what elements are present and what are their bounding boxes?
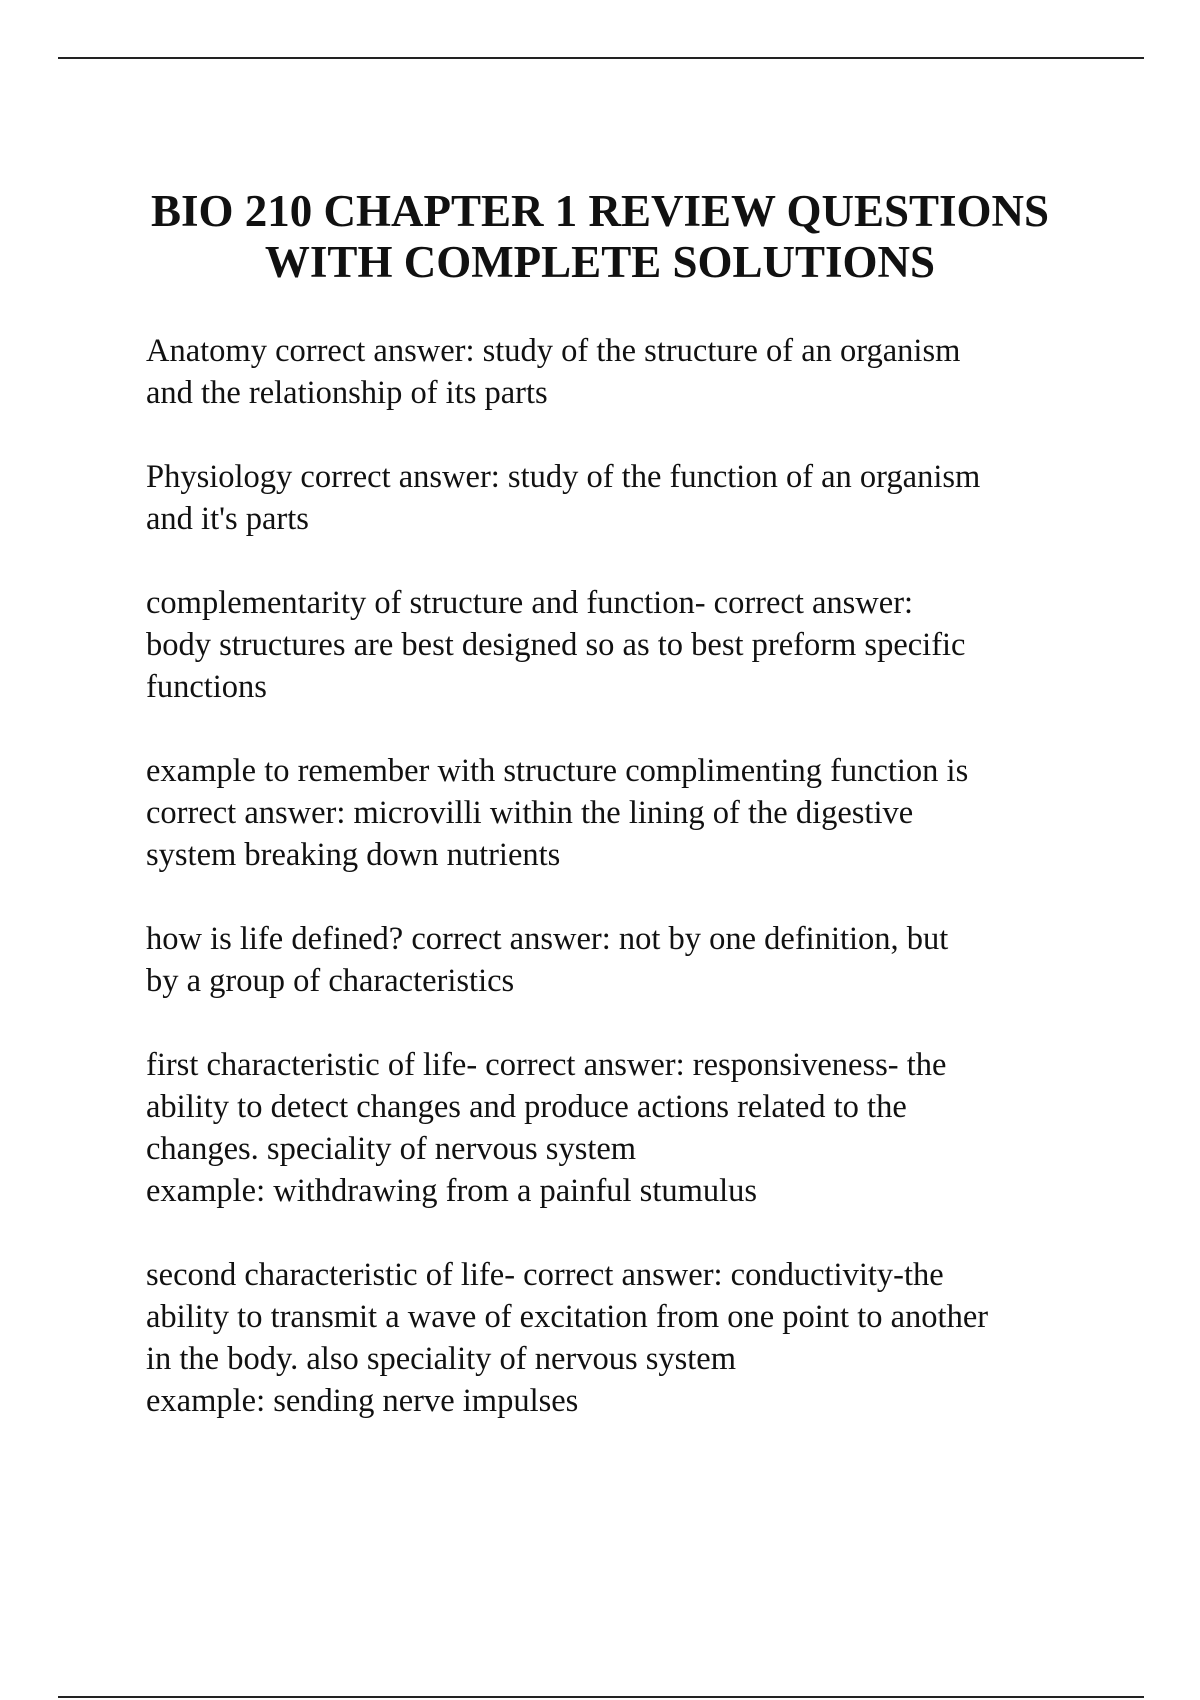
entry-line: example to remember with structure complimenting function is (146, 753, 969, 789)
entry-line: and the relationship of its parts (146, 375, 548, 411)
entry-line: by a group of characteristics (146, 963, 515, 999)
entry-line: system breaking down nutrients (146, 837, 561, 873)
qa-list (146, 330, 1106, 1464)
entry-line: ability to detect changes and produce actions related to the (146, 1089, 907, 1125)
title-line-1: BIO 210 CHAPTER 1 REVIEW QUESTIONS (150, 186, 1050, 236)
entry-line: example: withdrawing from a painful stumulus (146, 1173, 758, 1209)
entry-line: Anatomy correct answer: study of the structure of an organism (146, 333, 961, 369)
page-title (0, 186, 1200, 288)
entry-line: Physiology correct answer: study of the function of an organism (146, 459, 981, 495)
qa-entry-example (146, 750, 1106, 876)
qa-entry-anatomy (146, 330, 1106, 414)
header-rule (58, 57, 1144, 59)
entry-line: in the body. also speciality of nervous system (146, 1341, 737, 1377)
entry-line: ability to transmit a wave of excitation from one point to another (146, 1299, 989, 1335)
qa-entry-life-defined (146, 918, 1106, 1002)
qa-entry-first-characteristic (146, 1044, 1106, 1212)
entry-line: second characteristic of life- correct answer: conductivity-the (146, 1257, 944, 1293)
entry-line: functions (146, 669, 267, 705)
qa-entry-physiology (146, 456, 1106, 540)
entry-line: how is life defined? correct answer: not by one definition, but (146, 921, 949, 957)
entry-line: correct answer: microvilli within the lining of the digestive (146, 795, 914, 831)
entry-line: body structures are best designed so as to best preform specific (146, 627, 966, 663)
qa-entry-second-characteristic (146, 1254, 1106, 1422)
entry-line: complementarity of structure and function- correct answer: (146, 585, 914, 621)
title-line-2: WITH COMPLETE SOLUTIONS (264, 237, 936, 287)
entry-line: first characteristic of life- correct answer: responsiveness- the (146, 1047, 947, 1083)
entry-line: changes. speciality of nervous system (146, 1131, 637, 1167)
entry-line: and it's parts (146, 501, 309, 537)
qa-entry-complementarity (146, 582, 1106, 708)
footer-rule (58, 1696, 1144, 1698)
entry-line: example: sending nerve impulses (146, 1383, 579, 1419)
